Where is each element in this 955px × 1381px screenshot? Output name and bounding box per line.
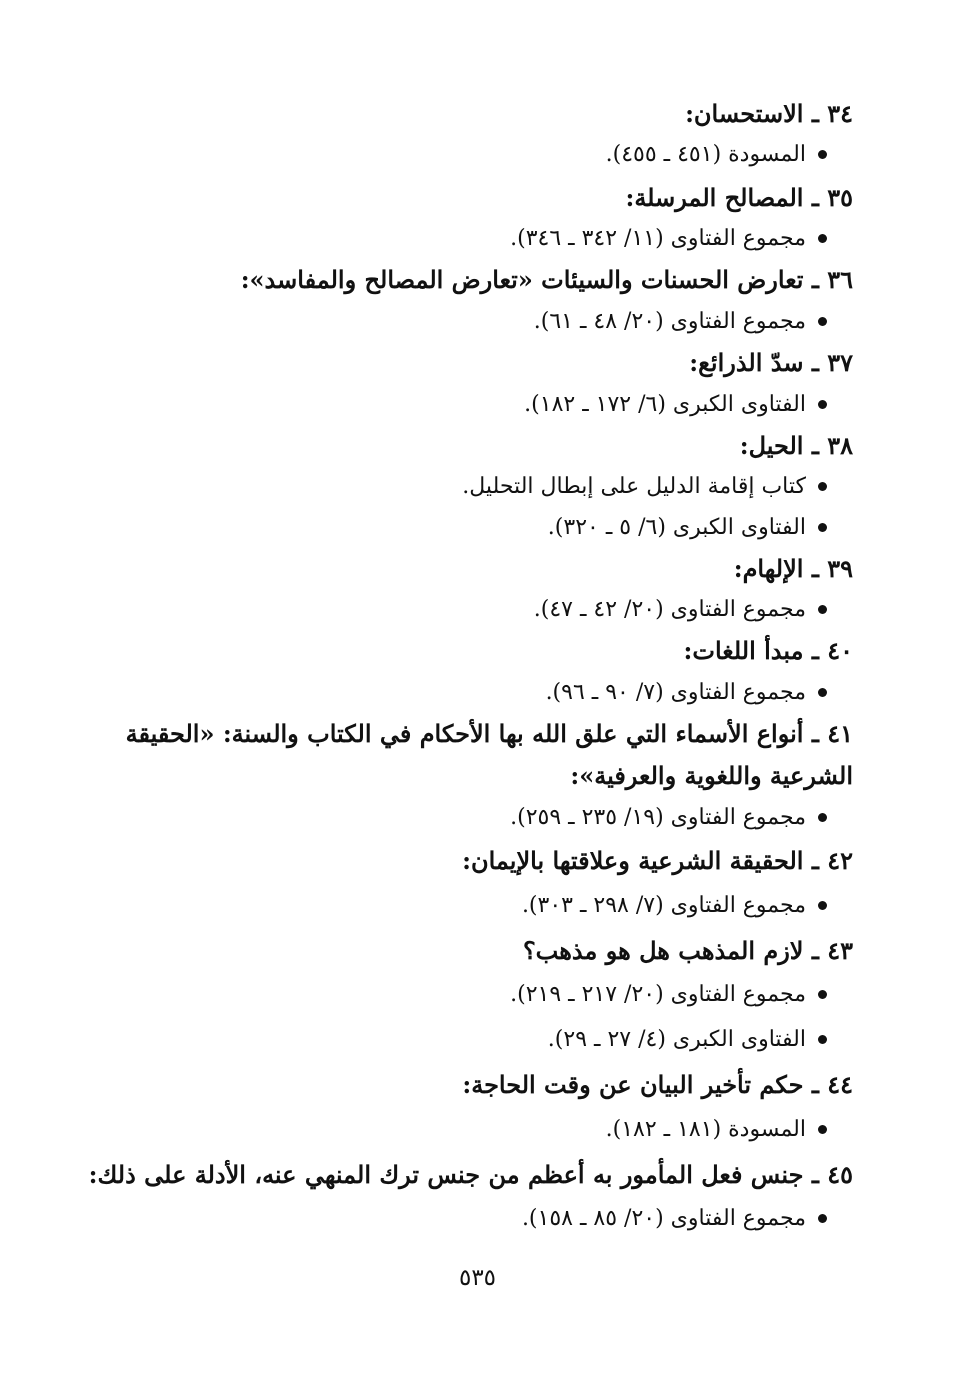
bullet-icon — [818, 688, 827, 697]
reference-text: مجموع الفتاوى (٢٠/ ٤٨ ـ ٦١). — [533, 309, 806, 334]
bullet-icon — [818, 605, 827, 614]
heading-39: ٣٩ ـ الإلهام: — [733, 554, 853, 583]
reference-text: مجموع الفتاوى (٢٠/ ٤٢ ـ ٤٧). — [533, 597, 806, 622]
heading-41-continuation: الشرعية واللغوية والعرفية»: — [570, 761, 853, 790]
reference-text: الفتاوى الكبرى (٦/ ٥ ـ ٣٢٠). — [547, 515, 806, 540]
reference-item — [534, 588, 827, 632]
reference-text: مجموع الفتاوى (٢٠/ ٨٥ ـ ١٥٨). — [521, 1206, 806, 1231]
bullet-icon — [818, 482, 827, 491]
reference-text: مجموع الفتاوى (٢٠/ ٢١٧ ـ ٢١٩). — [510, 982, 806, 1007]
reference-text: كتاب إقامة الدليل على إبطال التحليل. — [462, 474, 806, 499]
reference-text: المسودة (١٨١ ـ ١٨٢). — [605, 1117, 806, 1142]
heading-38: ٣٨ ـ الحيل: — [739, 431, 853, 460]
reference-item — [548, 506, 827, 550]
reference-item — [522, 884, 827, 928]
reference-item — [606, 1108, 827, 1152]
reference-text: الفتاوى الكبرى (٤/ ٢٧ ـ ٢٩). — [547, 1027, 806, 1052]
bullet-icon — [818, 1125, 827, 1134]
bullet-icon — [818, 400, 827, 409]
bullet-icon — [818, 990, 827, 999]
bullet-icon — [818, 150, 827, 159]
heading-43: ٤٣ ـ لازم المذهب هل هو مذهب؟ — [522, 936, 853, 965]
heading-36: ٣٦ ـ تعارض الحسنات والسيئات «تعارض المصالح والمفاسد»: — [240, 265, 853, 294]
reference-item — [510, 217, 827, 261]
bullet-icon — [818, 523, 827, 532]
bullet-icon — [818, 813, 827, 822]
reference-item — [510, 973, 827, 1017]
bullet-icon — [818, 1214, 827, 1223]
heading-42: ٤٢ ـ الحقيقة الشرعية وعلاقتها بالإيمان: — [462, 846, 853, 875]
bullet-icon — [818, 901, 827, 910]
reference-text: مجموع الفتاوى (٧/ ٢٩٨ ـ ٣٠٣). — [521, 893, 806, 918]
heading-40: ٤٠ ـ مبدأ اللغات: — [683, 636, 853, 665]
reference-item — [522, 1197, 827, 1241]
bullet-icon — [818, 1035, 827, 1044]
heading-35: ٣٥ ـ المصالح المرسلة: — [625, 183, 853, 212]
reference-item — [510, 796, 827, 840]
reference-item — [524, 383, 827, 427]
reference-text: الفتاوى الكبرى (٦/ ١٧٢ ـ ١٨٢). — [524, 392, 806, 417]
reference-item — [548, 1018, 827, 1062]
reference-text: مجموع الفتاوى (١٩/ ٢٣٥ ـ ٢٥٩). — [510, 805, 806, 830]
reference-item — [462, 465, 827, 509]
heading-44: ٤٤ ـ حكم تأخير البيان عن وقت الحاجة: — [462, 1070, 853, 1099]
reference-text: المسودة (٤٥١ ـ ٤٥٥). — [605, 142, 806, 167]
page-number: ٥٣٥ — [458, 1265, 497, 1291]
heading-45: ٤٥ ـ جنس فعل المأمور به أعظم من جنس ترك المنهي عنه، الأدلة على ذلك: — [88, 1160, 853, 1189]
reference-item — [606, 133, 827, 177]
bullet-icon — [818, 317, 827, 326]
bullet-icon — [818, 234, 827, 243]
heading-37: ٣٧ ـ سدّ الذرائع: — [689, 348, 853, 377]
reference-item — [534, 300, 827, 344]
reference-text: مجموع الفتاوى (٧/ ٩٠ ـ ٩٦). — [545, 680, 806, 705]
heading-41: ٤١ ـ أنواع الأسماء التي علق الله بها الأحكام في الكتاب والسنة: «الحقيقة — [125, 719, 853, 748]
reference-text: مجموع الفتاوى (١١/ ٣٤٢ ـ ٣٤٦). — [510, 226, 806, 251]
heading-34: ٣٤ ـ الاستحسان: — [685, 99, 853, 128]
reference-item — [546, 671, 827, 715]
